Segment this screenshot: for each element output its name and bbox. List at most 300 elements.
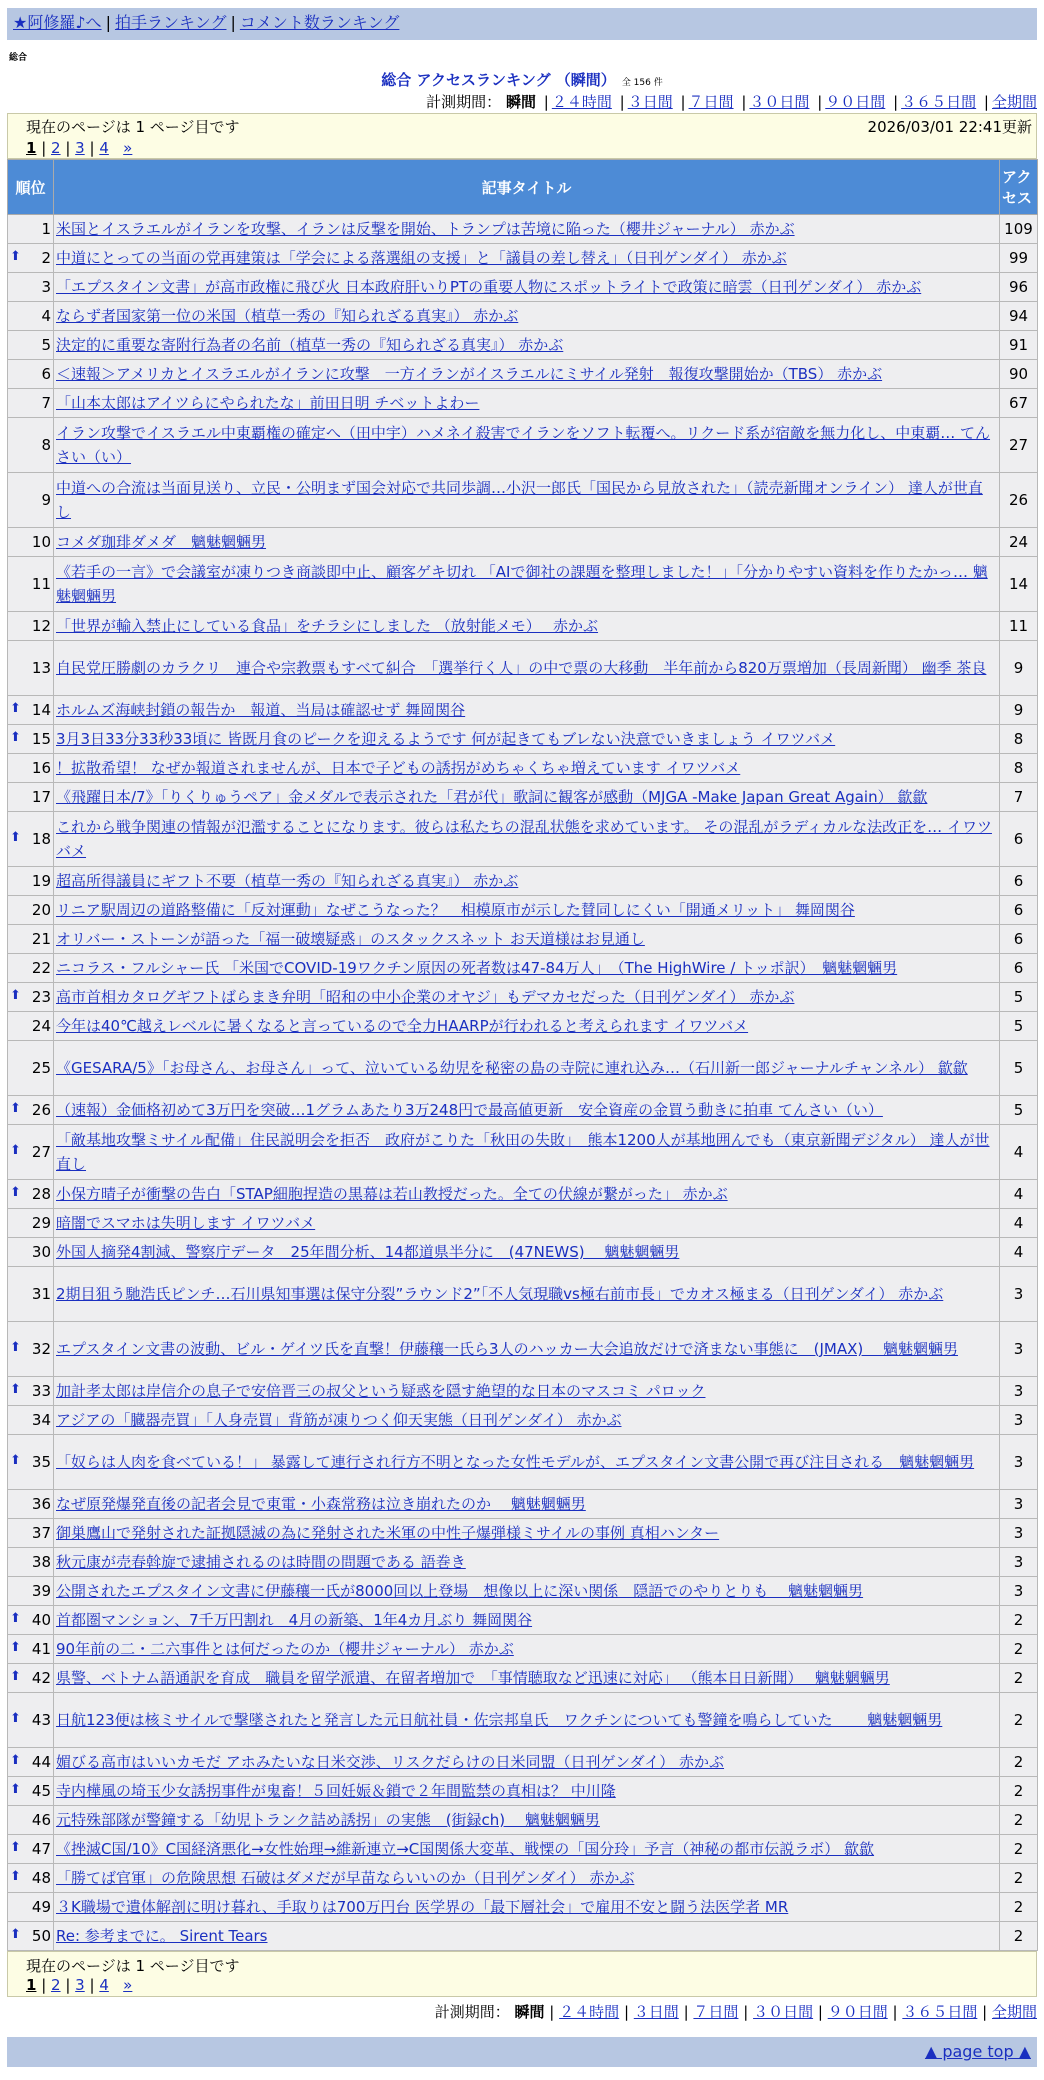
rank-number: 30 <box>31 1243 51 1261</box>
article-title-link[interactable]: 県警、ベトナム語通訳を育成 職員を留学派遣、在留者増加で 「事情聴取など迅速に対応」 （熊本日日新聞） 魑魅魍魎男 <box>56 1669 890 1687</box>
rank-number: 28 <box>31 1185 51 1203</box>
access-count: 11 <box>1000 612 1038 641</box>
pagination-top: 1 | 2 | 3 | 4 » <box>26 139 133 157</box>
rank-cell <box>8 1435 54 1490</box>
title-cell <box>54 725 1000 754</box>
paging-box-bottom <box>7 1951 1037 1997</box>
ranking-title: 総合 アクセスランキング （瞬間） <box>381 71 616 89</box>
article-title-link[interactable]: 「エプスタイン文書」が高市政権に飛び火 日本政府肝いりPTの重要人物にスポットライトで政策に暗雲（日刊ゲンダイ） 赤かぶ <box>56 278 922 296</box>
access-count: 3 <box>1000 1548 1038 1577</box>
rank-up-arrow-icon: ⬆ <box>10 1669 21 1684</box>
title-cell <box>54 1012 1000 1041</box>
period-link-90d[interactable]: ９０日間 <box>825 93 886 111</box>
access-count: 14 <box>1000 557 1038 612</box>
access-count: 2 <box>1000 1893 1038 1922</box>
article-title-link[interactable]: ３K職場で遺体解剖に明け暮れ、手取りは700万円台 医学界の「最下層社会」で雇用不安と闘う法医学者 MR <box>56 1898 789 1916</box>
rank-up-arrow-icon: ⬆ <box>10 1927 21 1942</box>
rank-number: 32 <box>31 1340 51 1358</box>
rank-number: 8 <box>41 436 51 454</box>
title-cell <box>54 896 1000 925</box>
rank-number: 31 <box>31 1285 51 1303</box>
rank-cell <box>8 1041 54 1096</box>
article-title-link[interactable]: 御巣鷹山で発射された証拠隠滅の為に発射された米軍の中性子爆弾様ミサイルの事例 真相ハンター <box>56 1524 720 1542</box>
title-cell <box>54 1835 1000 1864</box>
page-next-link[interactable]: » <box>123 1976 133 1994</box>
table-row <box>8 389 1038 418</box>
rank-number: 27 <box>31 1143 51 1161</box>
article-title-link[interactable]: 媚びる高市はいいカモだ アホみたいな日米交渉、リスクだらけの日米同盟（日刊ゲンダイ） 赤かぶ <box>56 1753 725 1771</box>
table-row <box>8 896 1038 925</box>
article-title-link[interactable]: アジアの「臓器売買」「人身売買」背筋が凍りつく仰天実態（日刊ゲンダイ） 赤かぶ <box>56 1411 622 1429</box>
access-count: 3 <box>1000 1377 1038 1406</box>
rank-number: 40 <box>31 1611 51 1629</box>
title-cell <box>54 244 1000 273</box>
page-link-3[interactable]: 3 <box>75 139 85 157</box>
article-title-link[interactable]: 90年前の二・二六事件とは何だったのか（櫻井ジャーナル） 赤かぶ <box>56 1640 514 1658</box>
rank-number: 17 <box>31 788 51 806</box>
access-count: 109 <box>1000 215 1038 244</box>
table-row <box>8 1806 1038 1835</box>
article-title-link[interactable]: 寺内樺風の埼玉少女誘拐事件が鬼畜！５回妊娠＆鎖で２年間監禁の真相は？ 中川隆 <box>56 1782 616 1800</box>
title-cell <box>54 1864 1000 1893</box>
rank-number: 47 <box>31 1840 51 1858</box>
title-cell <box>54 1125 1000 1180</box>
access-count: 8 <box>1000 754 1038 783</box>
article-title-link[interactable]: Re: 参考までに。 Sirent Tears <box>56 1927 268 1945</box>
rank-up-arrow-icon: ⬆ <box>10 1340 21 1355</box>
period-link-3d[interactable]: ３日間 <box>627 93 673 111</box>
rank-cell <box>8 696 54 725</box>
access-count: 3 <box>1000 1577 1038 1606</box>
rank-cell <box>8 1635 54 1664</box>
article-title-link[interactable]: 《GESARA/5》「お母さん、お母さん」って、泣いている幼児を秘密の島の寺院に連れ込み…（石川新一郎ジャーナルチャンネル） 歙歙 <box>56 1059 968 1077</box>
table-row <box>8 1267 1038 1322</box>
table-row <box>8 1835 1038 1864</box>
rank-number: 46 <box>31 1811 51 1829</box>
rank-number: 33 <box>31 1382 51 1400</box>
period-label: 計測期間： <box>434 2003 510 2021</box>
page-link-3[interactable]: 3 <box>75 1976 85 1994</box>
article-title-link[interactable]: 「山本太郎はアイツらにやられたな」前田日明 チベットよわー <box>56 394 480 412</box>
table-row <box>8 1748 1038 1777</box>
article-title-link[interactable]: 《挫滅C国/10》C国経済悪化→女性始理→維新連立→C国関係大変革、戦慄の「国分玲」予言（神秘の都市伝説ラボ） 歙歙 <box>56 1840 875 1858</box>
rank-number: 21 <box>31 930 51 948</box>
article-title-link[interactable]: 中道への合流は当面見送り、立民・公明まず国会対応で共同歩調…小沢一郎氏「国民から見放された」（読売新聞オンライン） 達人が世直し <box>56 479 983 521</box>
article-title-link[interactable]: ＜速報＞アメリカとイスラエルがイランに攻撃 一方イランがイスラエルにミサイル発射 報復攻撃開始か（TBS） 赤かぶ <box>56 365 883 383</box>
title-cell <box>54 1548 1000 1577</box>
nav-link-comment-ranking[interactable]: コメント数ランキング <box>239 13 400 32</box>
article-title-link[interactable]: これから戦争関連の情報が氾濫することになります。彼らは私たちの混乱状態を求めています。 その混乱がラディカルな法改正を… イワツバメ <box>56 818 992 860</box>
access-count: 2 <box>1000 1922 1038 1951</box>
access-count: 91 <box>1000 331 1038 360</box>
title-cell <box>54 867 1000 896</box>
article-title-link[interactable]: ニコラス・フルシャー氏 「米国でCOVID-19ワクチン原因の死者数は47-84万人」 （The HighWire / トッポ訳） 魑魅魍魎男 <box>56 959 898 977</box>
title-cell <box>54 1096 1000 1125</box>
current-page-text-bottom: 現在のページは 1 ページ目です <box>26 1957 240 1975</box>
rank-cell <box>8 1922 54 1951</box>
access-count: 5 <box>1000 1096 1038 1125</box>
title-cell <box>54 528 1000 557</box>
table-row <box>8 1693 1038 1748</box>
table-row <box>8 473 1038 528</box>
rank-cell <box>8 473 54 528</box>
nav-link-clap-ranking[interactable]: 拍手ランキング <box>114 13 227 32</box>
rank-cell <box>8 1577 54 1606</box>
rank-cell <box>8 612 54 641</box>
table-row <box>8 1490 1038 1519</box>
title-cell <box>54 1180 1000 1209</box>
period-link-365d[interactable]: ３６５日間 <box>901 93 977 111</box>
title-cell <box>54 418 1000 473</box>
table-row <box>8 1577 1038 1606</box>
rank-up-arrow-icon: ⬆ <box>10 1143 21 1158</box>
rank-cell <box>8 954 54 983</box>
title-cell <box>54 612 1000 641</box>
rank-cell <box>8 1606 54 1635</box>
rank-cell <box>8 896 54 925</box>
rank-up-arrow-icon: ⬆ <box>10 1101 21 1116</box>
article-title-link[interactable]: 「世界が輸入禁止にしている食品」をチラシにしました （放射能メモ） 赤かぶ <box>56 617 599 635</box>
title-cell <box>54 215 1000 244</box>
article-title-link[interactable]: リニア駅周辺の道路整備に「反対運動」なぜこうなった？ 相模原市が示した賛同しにくい「開通メリット」 舞岡関谷 <box>56 901 855 919</box>
rank-number: 34 <box>31 1411 51 1429</box>
article-title-link[interactable]: 高市首相カタログギフトばらまき弁明「昭和の中小企業のオヤジ」もデマカセだった（日刊ゲンダイ） 赤かぶ <box>56 988 795 1006</box>
table-row <box>8 273 1038 302</box>
table-row <box>8 331 1038 360</box>
article-title-link[interactable]: 決定的に重要な寄附行為者の名前（植草一秀の『知られざる真実』） 赤かぶ <box>56 336 564 354</box>
rank-up-arrow-icon: ⬆ <box>10 830 21 845</box>
article-title-link[interactable]: ならず者国家第一位の米国（植草一秀の『知られざる真実』） 赤かぶ <box>56 307 519 325</box>
table-row <box>8 1435 1038 1490</box>
article-title-link[interactable]: 外国人摘発4割減、警察庁データ 25年間分析、14都道県半分に (47NEWS) 魑魅魍魎男 <box>56 1243 680 1261</box>
rank-cell <box>8 302 54 331</box>
rank-number: 16 <box>31 759 51 777</box>
rank-number: 24 <box>31 1017 51 1035</box>
table-row <box>8 302 1038 331</box>
rank-number: 2 <box>41 249 51 267</box>
bottom-bar <box>7 2037 1037 2067</box>
title-cell <box>54 1635 1000 1664</box>
access-count: 6 <box>1000 812 1038 867</box>
title-cell <box>54 557 1000 612</box>
table-row <box>8 1606 1038 1635</box>
rank-cell <box>8 528 54 557</box>
title-cell <box>54 1922 1000 1951</box>
title-cell <box>54 1748 1000 1777</box>
rank-number: 19 <box>31 872 51 890</box>
rank-cell <box>8 1322 54 1377</box>
title-cell <box>54 331 1000 360</box>
period-link-90d[interactable]: ９０日間 <box>827 2003 888 2021</box>
table-row <box>8 696 1038 725</box>
rank-cell <box>8 557 54 612</box>
table-row <box>8 641 1038 696</box>
ranking-table <box>7 159 1038 1951</box>
rank-up-arrow-icon: ⬆ <box>10 1753 21 1768</box>
table-row <box>8 954 1038 983</box>
table-row <box>8 612 1038 641</box>
article-title-link[interactable]: 米国とイスラエルがイランを攻撃、イランは反撃を開始、トランプは苦境に陥った（櫻井ジャーナル） 赤かぶ <box>56 220 795 238</box>
rank-cell <box>8 1490 54 1519</box>
rank-cell <box>8 360 54 389</box>
access-count: 5 <box>1000 1012 1038 1041</box>
access-count: 67 <box>1000 389 1038 418</box>
title-cell <box>54 812 1000 867</box>
article-title-link[interactable]: 《飛躍日本/7》「りくりゅうペア」金メダルで表示された「君が代」歌詞に観客が感動（MJGA -Make Japan Great Again） 歙歙 <box>56 788 928 806</box>
rank-number: 22 <box>31 959 51 977</box>
table-row <box>8 1238 1038 1267</box>
rank-cell <box>8 783 54 812</box>
title-cell <box>54 389 1000 418</box>
rank-number: 11 <box>31 575 51 593</box>
rank-cell <box>8 1548 54 1577</box>
table-row <box>8 1322 1038 1377</box>
access-count: 96 <box>1000 273 1038 302</box>
article-title-link[interactable]: 元特殊部隊が警鐘する「幼児トランク詰め誘拐」の実態 (街録ch) 魑魅魍魎男 <box>56 1811 600 1829</box>
title-cell <box>54 1577 1000 1606</box>
article-title-link[interactable]: なぜ原発爆発直後の記者会見で東電・小森常務は泣き崩れたのか 魑魅魍魎男 <box>56 1495 586 1513</box>
period-link-24h[interactable]: ２４時間 <box>559 2003 620 2021</box>
article-title-link[interactable]: 自民党圧勝劇のカラクリ 連合や宗教票もすべて糾合 「選挙行く人」の中で票の大移動 半年前から820万票増加（長周新聞） 幽季 茶良 <box>56 659 987 677</box>
access-count: 3 <box>1000 1267 1038 1322</box>
rank-number: 7 <box>41 394 51 412</box>
article-title-link[interactable]: （速報）金価格初めて3万円を突破…1グラムあたり3万248円で最高値更新 安全資産の金買う動きに拍車 てんさい（い） <box>56 1101 883 1119</box>
title-cell <box>54 1490 1000 1519</box>
rank-cell <box>8 418 54 473</box>
period-link-30d[interactable]: ３０日間 <box>753 2003 814 2021</box>
article-title-link[interactable]: 首都圏マンション、7千万円割れ 4月の新築、1年4カ月ぶり 舞岡関谷 <box>56 1611 533 1629</box>
table-row <box>8 1125 1038 1180</box>
access-count: 6 <box>1000 954 1038 983</box>
rank-number: 48 <box>31 1869 51 1887</box>
rank-number: 23 <box>31 988 51 1006</box>
title-cell <box>54 473 1000 528</box>
rank-number: 12 <box>31 617 51 635</box>
article-title-link[interactable]: 公開されたエプスタイン文書に伊藤穰一氏が8000回以上登場 想像以上に深い関係 隠語でのやりとりも 魑魅魍魎男 <box>56 1582 864 1600</box>
article-title-link[interactable]: 「敵基地攻撃ミサイル配備」住民説明会を拒否 政府がこりた「秋田の失敗」 熊本1200人が基地囲んでも（東京新聞デジタル） 達人が世直し <box>56 1131 990 1173</box>
title-cell <box>54 1322 1000 1377</box>
access-count: 3 <box>1000 1490 1038 1519</box>
pagination-bottom: 1 | 2 | 3 | 4 » <box>26 1976 133 1994</box>
rank-cell <box>8 1835 54 1864</box>
rank-up-arrow-icon: ⬆ <box>10 1869 21 1884</box>
period-label: 計測期間： <box>426 93 502 111</box>
period-selector-bottom: 計測期間： 瞬間 | ２４時間 | ３日間 | ７日間 | ３０日間 | ９０日間 | ３６５日間 | 全期間 <box>434 2003 1037 2021</box>
rank-number: 37 <box>31 1524 51 1542</box>
rank-cell <box>8 983 54 1012</box>
title-cell <box>54 983 1000 1012</box>
article-title-link[interactable]: 《若手の一言》で会議室が凍りつき商談即中止、顧客ゲキ切れ 「AIで御社の課題を整理しました！」「分かりやすい資料を作りたかっ… 魑魅魍魎男 <box>56 563 988 605</box>
table-row <box>8 1548 1038 1577</box>
rank-number: 43 <box>31 1711 51 1729</box>
rank-cell <box>8 1012 54 1041</box>
period-link-30d[interactable]: ３０日間 <box>749 93 810 111</box>
page-current: 1 <box>26 1976 37 1994</box>
table-row <box>8 1777 1038 1806</box>
rank-cell <box>8 1209 54 1238</box>
access-count: 2 <box>1000 1748 1038 1777</box>
title-cell <box>54 1406 1000 1435</box>
period-selector-top: 計測期間： 瞬間 | ２４時間 | ３日間 | ７日間 | ３０日間 | ９０日間 | ３６５日間 | 全期間 <box>426 93 1037 111</box>
period-link-all[interactable]: 全期間 <box>991 93 1037 111</box>
rank-cell <box>8 725 54 754</box>
article-title-link[interactable]: オリバー・ストーンが語った「福一破壊疑惑」のスタックスネット お天道様はお見通し <box>56 930 645 948</box>
period-link-365d[interactable]: ３６５日間 <box>902 2003 978 2021</box>
table-row <box>8 528 1038 557</box>
table-row <box>8 1406 1038 1435</box>
rank-cell <box>8 1777 54 1806</box>
title-cell <box>54 1435 1000 1490</box>
rank-cell <box>8 1806 54 1835</box>
category-label: 総合 <box>9 53 28 63</box>
period-link-24h[interactable]: ２４時間 <box>551 93 612 111</box>
article-title-link[interactable]: ホルムズ海峡封鎖の報告か 報道、当局は確認せず 舞岡関谷 <box>56 701 466 719</box>
rank-up-arrow-icon: ⬆ <box>10 249 21 264</box>
rank-number: 36 <box>31 1495 51 1513</box>
rank-cell <box>8 1893 54 1922</box>
access-count: 9 <box>1000 696 1038 725</box>
rank-cell <box>8 1693 54 1748</box>
access-count: 6 <box>1000 896 1038 925</box>
period-link-3d[interactable]: ３日間 <box>633 2003 679 2021</box>
article-title-link[interactable]: 今年は40℃越えレベルに暑くなると言っているので全力HAARPが行われると考えられます イワツバメ <box>56 1017 749 1035</box>
rank-number: 10 <box>31 533 51 551</box>
period-link-all[interactable]: 全期間 <box>991 2003 1037 2021</box>
rank-up-arrow-icon: ⬆ <box>10 1611 21 1626</box>
ranking-heading <box>7 69 1037 91</box>
title-cell <box>54 696 1000 725</box>
rank-cell <box>8 389 54 418</box>
article-title-link[interactable]: 「奴らは人肉を食べている！」 暴露して連行され行方不明となった女性モデルが、エプスタイン文書公開で再び注目される 魑魅魍魎男 <box>56 1453 975 1471</box>
article-title-link[interactable]: 小保方晴子が衝撃の告白「STAP細胞捏造の黒幕は若山教授だった。全ての伏線が繋がった」 赤かぶ <box>56 1185 728 1203</box>
table-row <box>8 1519 1038 1548</box>
access-count: 99 <box>1000 244 1038 273</box>
rank-number: 35 <box>31 1453 51 1471</box>
rank-number: 39 <box>31 1582 51 1600</box>
article-title-link[interactable]: 加計孝太郎は岸信介の息子で安倍晋三の叔父という疑惑を隠す絶望的な日本のマスコミ パロック <box>56 1382 706 1400</box>
period-link-7d[interactable]: ７日間 <box>688 93 734 111</box>
table-row <box>8 754 1038 783</box>
rank-number: 13 <box>31 659 51 677</box>
title-cell <box>54 1519 1000 1548</box>
period-current: 瞬間 <box>505 93 536 111</box>
rank-up-arrow-icon: ⬆ <box>10 1840 21 1855</box>
rank-number: 6 <box>41 365 51 383</box>
access-count: 2 <box>1000 1635 1038 1664</box>
rank-number: 9 <box>41 491 51 509</box>
rank-cell <box>8 1519 54 1548</box>
page-top-link[interactable]: ▲ page top ▲ <box>924 2042 1031 2061</box>
rank-up-arrow-icon: ⬆ <box>10 988 21 1003</box>
access-count: 4 <box>1000 1180 1038 1209</box>
page-link-4[interactable]: 4 <box>99 139 109 157</box>
rank-number: 25 <box>31 1059 51 1077</box>
article-title-link[interactable]: コメダ珈琲ダメダ 魑魅魍魎男 <box>56 533 267 551</box>
updated-time: 2026/03/01 22:41更新 <box>867 118 1032 136</box>
table-row <box>8 1864 1038 1893</box>
period-link-7d[interactable]: ７日間 <box>693 2003 739 2021</box>
access-count: 3 <box>1000 1519 1038 1548</box>
access-count: 2 <box>1000 1777 1038 1806</box>
article-title-link[interactable]: 秋元康が売春斡旋で逮捕されるのは時間の問題である 語巻き <box>56 1553 466 1571</box>
table-row <box>8 557 1038 612</box>
table-row <box>8 215 1038 244</box>
table-row <box>8 1893 1038 1922</box>
title-cell <box>54 273 1000 302</box>
article-title-link[interactable]: 「勝てば官軍」の危険思想 石破はダメだが早苗ならいいのか（日刊ゲンダイ） 赤かぶ <box>56 1869 635 1887</box>
article-title-link[interactable]: 3月3日33分33秒33頃に 皆既月食のピークを迎えるようです 何が起きてもブレない決意でいきましょう イワツバメ <box>56 730 836 748</box>
table-row <box>8 1012 1038 1041</box>
rank-cell <box>8 1864 54 1893</box>
col-header-title: 記事タイトル <box>54 160 1000 215</box>
table-row <box>8 1180 1038 1209</box>
access-count: 9 <box>1000 641 1038 696</box>
rank-up-arrow-icon: ⬆ <box>10 730 21 745</box>
article-title-link[interactable]: 超高所得議員にギフト不要（植草一秀の『知られざる真実』） 赤かぶ <box>56 872 519 890</box>
table-header-row <box>8 160 1038 215</box>
access-count: 24 <box>1000 528 1038 557</box>
nav-link-asyura[interactable]: ★阿修羅♪へ <box>13 13 102 32</box>
access-count: 3 <box>1000 1322 1038 1377</box>
access-count: 5 <box>1000 983 1038 1012</box>
title-cell <box>54 925 1000 954</box>
title-cell <box>54 1806 1000 1835</box>
rank-cell <box>8 754 54 783</box>
rank-up-arrow-icon: ⬆ <box>10 701 21 716</box>
rank-cell <box>8 641 54 696</box>
access-count: 8 <box>1000 725 1038 754</box>
title-cell <box>54 360 1000 389</box>
rank-up-arrow-icon: ⬆ <box>10 1711 21 1726</box>
page-link-2[interactable]: 2 <box>51 1976 61 1994</box>
rank-number: 41 <box>31 1640 51 1658</box>
article-title-link[interactable]: 2期目狙う馳浩氏ピンチ…石川県知事選は保守分裂”ラウンド2”「不人気現職vs極右前市長」でカオス極まる（日刊ゲンダイ） 赤かぶ <box>56 1285 944 1303</box>
table-row <box>8 360 1038 389</box>
access-count: 90 <box>1000 360 1038 389</box>
rank-number: 42 <box>31 1669 51 1687</box>
article-title-link[interactable]: イラン攻撃でイスラエル中東覇権の確定へ（田中宇）ハメネイ殺害でイランをソフト転覆へ。リクード系が宿敵を無力化し、中東覇… てんさい（い） <box>56 424 991 466</box>
access-count: 2 <box>1000 1664 1038 1693</box>
article-title-link[interactable]: 日航123便は核ミサイルで撃墜されたと発言した元日航社員・佐宗邦皇氏 ワクチンについても警鐘を鳴らしていた 魑魅魍魎男 <box>56 1711 943 1729</box>
table-row <box>8 925 1038 954</box>
article-title-link[interactable]: エプスタイン文書の波動、ビル・ゲイツ氏を直撃！伊藤穰一氏ら3人のハッカー大会追放だけで済まない事態に (JMAX) 魑魅魍魎男 <box>56 1340 958 1358</box>
page-next-link[interactable]: » <box>123 139 133 157</box>
rank-number: 45 <box>31 1782 51 1800</box>
rank-up-arrow-icon: ⬆ <box>10 1453 21 1468</box>
title-cell <box>54 754 1000 783</box>
rank-cell <box>8 1664 54 1693</box>
rank-number: 49 <box>31 1898 51 1916</box>
article-title-link[interactable]: 暗闇でスマホは失明します イワツバメ <box>56 1214 316 1232</box>
nav-separator: | <box>230 13 236 32</box>
table-row <box>8 983 1038 1012</box>
page-link-2[interactable]: 2 <box>51 139 61 157</box>
title-cell <box>54 783 1000 812</box>
rank-cell <box>8 1267 54 1322</box>
rank-cell <box>8 1238 54 1267</box>
top-nav <box>7 8 1037 40</box>
article-title-link[interactable]: 中道にとっての当面の党再建策は「学会による落選組の支援」と「議員の差し替え」（日刊ゲンダイ） 赤かぶ <box>56 249 787 267</box>
page-link-4[interactable]: 4 <box>99 1976 109 1994</box>
current-page-text: 現在のページは 1 ページ目です <box>26 118 240 136</box>
rank-cell <box>8 1125 54 1180</box>
rank-number: 4 <box>41 307 51 325</box>
rank-up-arrow-icon: ⬆ <box>10 1640 21 1655</box>
table-row <box>8 783 1038 812</box>
rank-number: 5 <box>41 336 51 354</box>
article-title-link[interactable]: ！拡散希望！ なぜか報道されませんが、日本で子どもの誘拐がめちゃくちゃ増えています イワツバメ <box>56 759 741 777</box>
table-row <box>8 418 1038 473</box>
